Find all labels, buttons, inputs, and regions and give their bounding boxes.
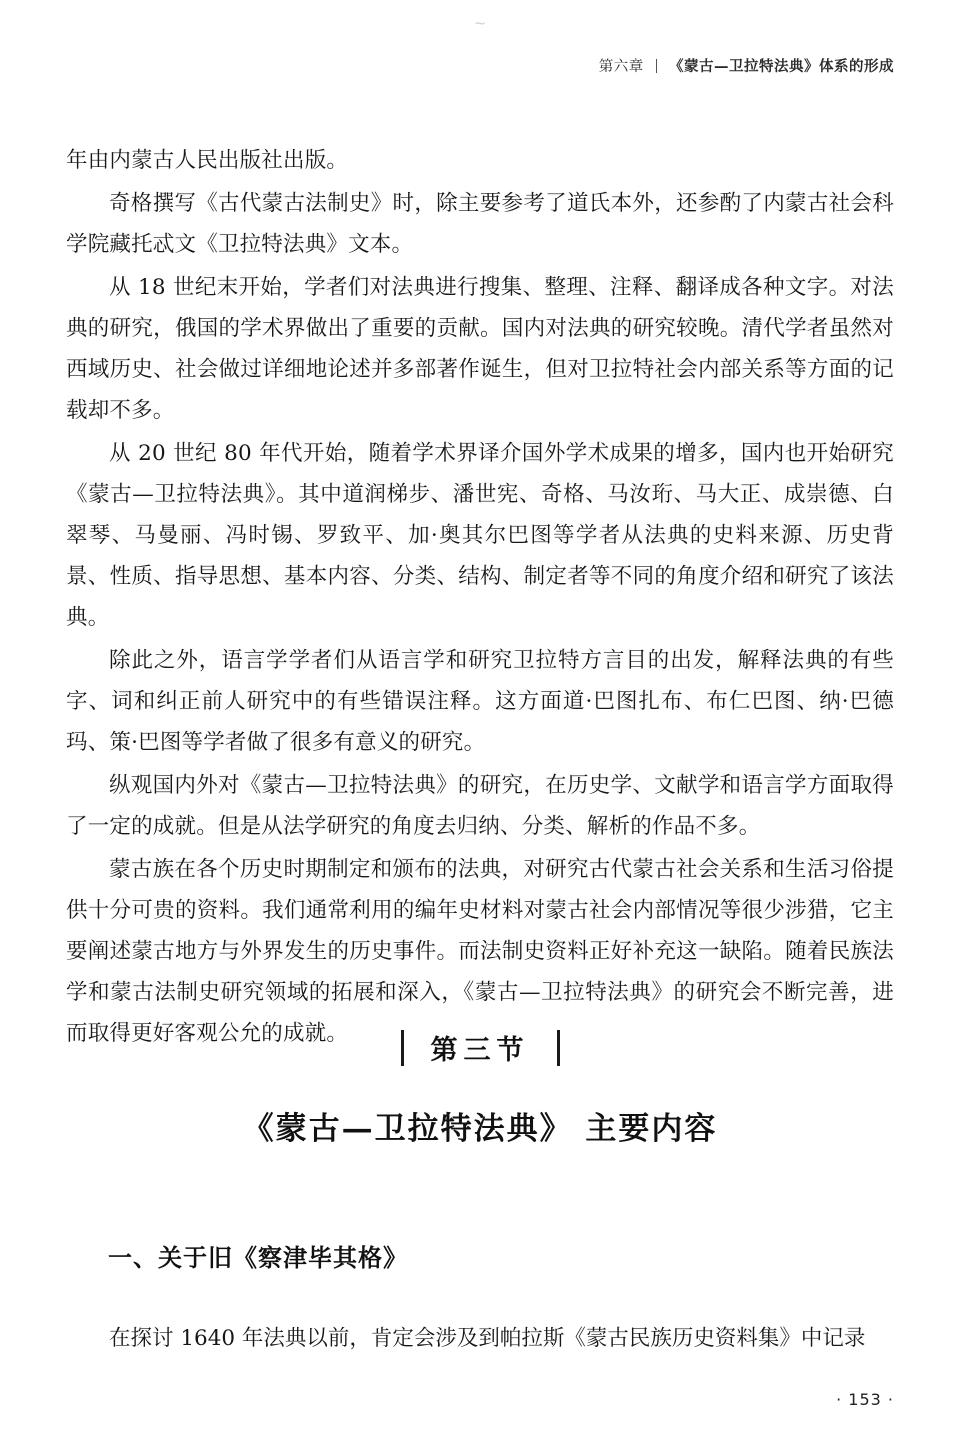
- paragraph: 在探讨 1640 年法典以前，肯定会涉及到帕拉斯《蒙古民族历史资料集》中记录: [109, 1326, 866, 1351]
- section-title: 《蒙古—卫拉特法典》 主要内容: [242, 1111, 718, 1147]
- subsection-heading: 一、关于旧《察津毕其格》: [108, 1244, 408, 1272]
- section-number-label: 第三节: [430, 1035, 530, 1066]
- page-number: · 153 ·: [836, 1390, 894, 1409]
- tail-text: [66, 1318, 894, 1359]
- paragraph: 从 20 世纪 80 年代开始，随着学术界译介国外学术成果的增多，国内也开始研究《蒙古—卫拉特法典》。其中道润梯步、潘世宪、奇格、马汝珩、马大正、成崇德、白翠琴、马曼丽、冯时锡、罗致平、加·奥其尔巴图等学者从法典的史料来源、历史背景、性质、指导思想、基本内容、分类、结构、制定者等不同的角度介绍和研究了该法典。: [66, 441, 894, 630]
- section-number: [401, 1028, 560, 1067]
- paragraph: 奇格撰写《古代蒙古法制史》时，除主要参考了道氏本外，还参酌了内蒙古社会科学院藏托忒文《卫拉特法典》文本。: [66, 191, 894, 257]
- section-heading-block: [0, 1028, 960, 1148]
- running-head-chapter: 第六章: [598, 59, 644, 75]
- paragraph: 年由内蒙古人民出版社出版。: [66, 148, 349, 173]
- paragraph: 蒙古族在各个历史时期制定和颁布的法典，对研究古代蒙古社会关系和生活习俗提供十分可贵的资料。我们通常利用的编年史材料对蒙古社会内部情况等很少涉猎，它主要阐述蒙古地方与外界发生的历史事件。而法制史资料正好补充这一缺陷。随着民族法学和蒙古法制史研究领域的拓展和深入，《蒙古—卫拉特法典》的研究会不断完善，进而取得更好客观公允的成就。: [66, 857, 894, 1046]
- top-margin-mark: ~: [473, 14, 487, 32]
- paragraph: 从 18 世纪末开始，学者们对法典进行搜集、整理、注释、翻译成各种文字。对法典的研究，俄国的学术界做出了重要的贡献。国内对法典的研究较晚。清代学者虽然对西域历史、社会做过详细地论述并多部著作诞生，但对卫拉特社会内部关系等方面的记载却不多。: [66, 275, 894, 423]
- section-rule-left: [401, 1030, 404, 1066]
- paragraph: 纵观国内外对《蒙古—卫拉特法典》的研究，在历史学、文献学和语言学方面取得了一定的成就。但是从法学研究的角度去归纳、分类、解析的作品不多。: [66, 773, 894, 839]
- running-head-divider: [656, 59, 657, 73]
- running-head: [599, 55, 894, 76]
- body-text: [66, 140, 894, 1056]
- running-head-title: 《蒙古—卫拉特法典》体系的形成: [669, 59, 894, 75]
- paragraph: 除此之外，语言学学者们从语言学和研究卫拉特方言目的出发，解释法典的有些字、词和纠正前人研究中的有些错误注释。这方面道·巴图扎布、布仁巴图、纳·巴德玛、策·巴图等学者做了很多有意义的研究。: [66, 648, 894, 755]
- section-rule-right: [557, 1030, 560, 1066]
